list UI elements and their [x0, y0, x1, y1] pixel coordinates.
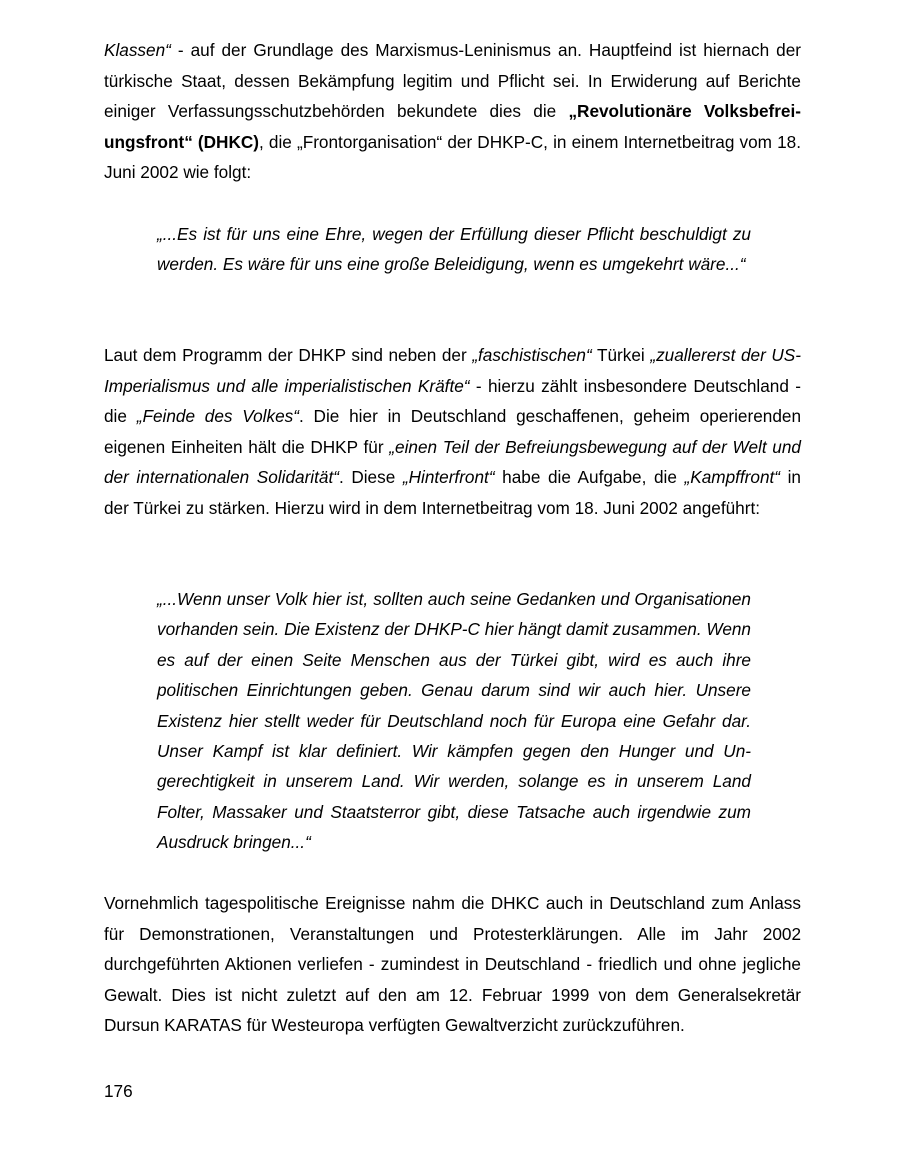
paragraph-3: Vornehmlich tagespolitische Ereignisse nahm die DHKC auch in Deutschland zum Anlass für Demonstrationen, Veranstaltungen und Protesterklärungen. Alle im Jahr 2002 durchgeführten Aktionen verliefen - zumindest in Deutschland - friedlich und ohne jegliche Gewalt. Dies ist nicht zuletzt auf den am 12. Februar 1999 von dem Generalsekretär Dursun KARATAS für Westeuropa verfügten Gewaltverzicht zurückzuführen.	[104, 893, 801, 1036]
block-quote-1: „...Es ist für uns eine Ehre, wegen der Erfüllung dieser Pflicht beschuldigt zu werden. Es wäre für uns eine große Beleidigung, wenn es umgekehrt wäre...“	[157, 224, 751, 275]
body-text: - auf der Grundlage des Marxismus-Leninismus an. Hauptfeind ist hiernach der türkische Staat, dessen Bekämpfung legitim und Pflicht sei. In Erwiderung auf Berichte einiger Verfassungsschutzbehörden bekundete dies die	[104, 40, 801, 122]
italic-quote: „Feinde des Volkes“	[136, 406, 299, 427]
bold-organization-name: „Revolutionäre Volksbefreiungsfront“ (DHKC)	[104, 101, 801, 152]
body-text: , die „Frontorganisation“ der DHKP-C, in einem Internetbeitrag vom 18. Juni 2002 wie folgt:	[104, 131, 801, 183]
italic-quote: „Kampffront“	[684, 467, 781, 488]
italic-quote: „Hinterfront“	[402, 467, 495, 488]
block-quote-2: „...Wenn unser Volk hier ist, sollten auch seine Gedanken und Organisationen vorhanden sein. Die Existenz der DHKP-C hier hängt damit zusammen. Wenn es auf der einen Seite Menschen aus der Türkei gibt, wird es auch ihre politischen Einrichtungen geben. Genau darum sind wir auch hier. Unsere Existenz hier stellt weder für Deutschland noch für Europa eine Gefahr dar. Unser Kampf ist klar definiert. Wir kämpfen gegen den Hunger und Ungerechtigkeit in unserem Land. Wir werden, solange es in unserem Land Folter, Massaker und Staatsterror gibt, diese Tatsache auch irgendwie zum Ausdruck bringen...“	[157, 589, 751, 853]
body-text: . Die hier in Deutschland geschaffenen, geheim operierenden eigenen Einheiten hält die DHKP für	[104, 406, 801, 457]
body-text: . Diese	[338, 467, 403, 488]
body-text: - hierzu zählt insbesondere Deutschland - die	[104, 375, 801, 427]
italic-term: Klassen“	[104, 40, 171, 60]
page-number: 176	[104, 1081, 133, 1101]
body-text: Laut dem Programm der DHKP sind neben der	[104, 345, 473, 365]
italic-quote: „einen Teil der Befreiungsbewegung auf der Welt und der internationalen Solidarität“	[104, 436, 801, 488]
italic-quote: „zuallererst der US-Imperialismus und alle imperialistischen Kräfte“	[104, 345, 801, 396]
body-text: habe die Aufgabe, die	[494, 467, 685, 488]
italic-quote: „faschistischen“	[472, 345, 592, 365]
body-text: Türkei	[591, 345, 651, 365]
body-text: in der Türkei zu stärken. Hierzu wird in dem Internetbeitrag vom 18. Juni 2002 angeführt:	[104, 467, 801, 518]
paragraph-1	[104, 35, 801, 188]
paragraph-2	[104, 340, 801, 524]
